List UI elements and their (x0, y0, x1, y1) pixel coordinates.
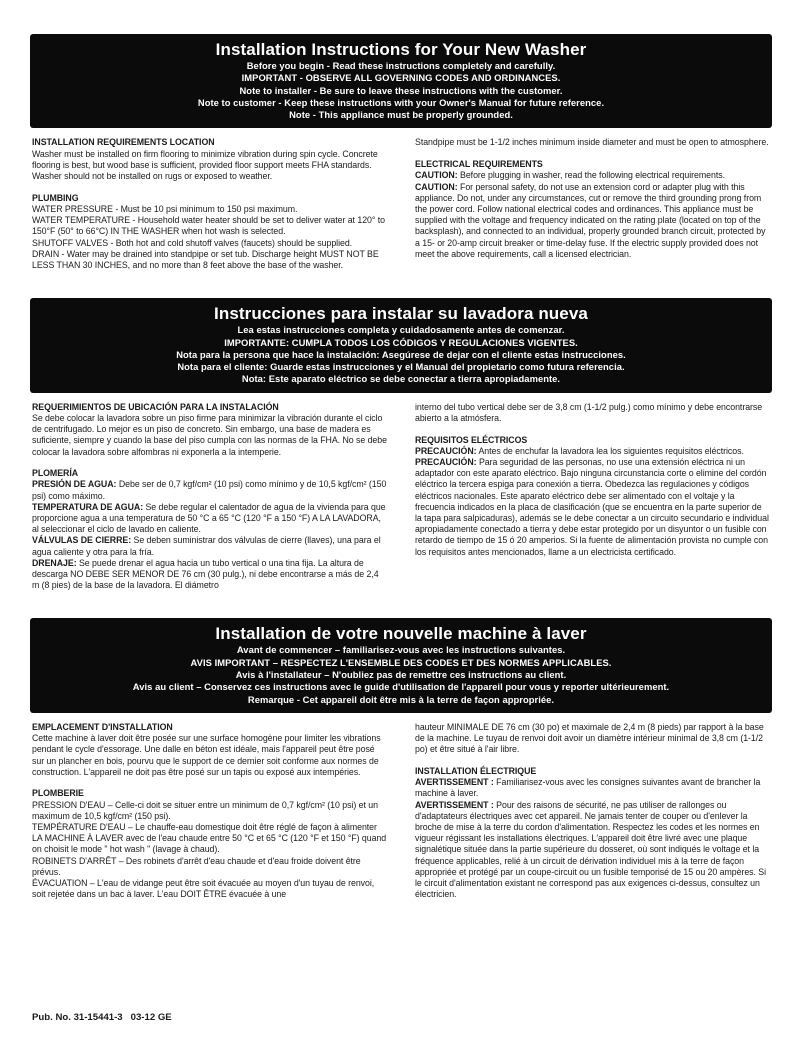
paragraph-lead: PRESIÓN DE AGUA: (32, 479, 117, 490)
paragraph-lead: CAUTION: (415, 181, 458, 192)
banner-title: Installation de votre nouvelle machine à laver (215, 624, 587, 644)
paragraph (415, 170, 770, 181)
paragraph: DRAIN - Water may be drained into standpipe or set tub. Discharge height MUST NOT BE LESS THAN 30 INCHES, and no more than 8 feet above the base of the washer. (32, 248, 379, 271)
paragraph-text: Se deben suministrar dos válvulas de cierre (llaves), una para el agua caliente y otra para la fría. (32, 535, 381, 557)
paragraph-lead: PRECAUCIÓN: (415, 445, 477, 456)
column-right (415, 402, 770, 592)
paragraph (32, 535, 387, 557)
paragraph-lead: TEMPERATURA DE AGUA: (32, 501, 144, 512)
banner-line: Lea estas instrucciones completa y cuidadosamente antes de comenzar. (237, 324, 565, 336)
block-heading: PLOMBERIE (32, 788, 84, 799)
banner-line: IMPORTANTE: CUMPLA TODOS LOS CÓDIGOS Y REGULACIONES VIGENTES. (224, 336, 578, 348)
banner-line: Before you begin - Read these instructions completely and carefully. (246, 60, 556, 71)
block-heading: INSTALLATION ÉLECTRIQUE (415, 766, 537, 777)
paragraph: ROBINETS D'ARRÊT – Des robinets d'arrêt d'eau chaude et d'eau froide doivent être prévus. (32, 855, 361, 877)
paragraph (415, 777, 770, 799)
block-heading: INSTALLATION REQUIREMENTS LOCATION (32, 137, 215, 148)
banner-lines (40, 324, 762, 385)
paragraph-lead: PRECAUCIÓN: (415, 457, 477, 468)
paragraph: Standpipe must be 1-1/2 inches minimum inside diameter and must be open to atmosphere. (415, 137, 769, 148)
columns-french (30, 713, 772, 914)
banner-line: Note to installer - Be sure to leave these instructions with the customer. (239, 84, 563, 96)
banner-lines (40, 644, 762, 705)
banner-line: Nota: Este aparato eléctrico se debe conectar a tierra apropiadamente. (241, 373, 561, 385)
paragraph: hauteur MINIMALE DE 76 cm (30 po) et maximale de 2,4 m (8 pieds) par rapport à la base de la machine. Le tuyau de renvoi doit avoir un diamètre intérieur minimal de 3,8 cm (1-1/2 po) et être situé à l'air libre. (415, 721, 764, 755)
paragraph-lead: AVERTISSEMENT : (415, 799, 494, 810)
banner-lines (40, 60, 762, 121)
columns-spanish (30, 393, 772, 605)
paragraph: ÉVACUATION – L'eau de vidange peut être soit évacuée au moyen d'un tuyau de renvoi, soit rejetée dans un bac à laver. L'eau DOIT ÊTRE évacuée à une (32, 878, 375, 900)
section-french (30, 618, 772, 913)
banner-spanish (30, 298, 772, 392)
banner-line: Remarque - Cet appareil doit être mis à la terre de façon appropriée. (247, 693, 555, 705)
paragraph: interno del tubo vertical debe ser de 3,8 cm (1-1/2 pulg.) como mínimo y debe encontrarse abierto a la atmósfera. (415, 401, 763, 423)
banner-french (30, 618, 772, 712)
paragraph: WATER PRESSURE - Must be 10 psi minimum to 150 psi maximum. (32, 204, 298, 214)
paragraph-text: Antes de enchufar la lavadora lea los siguientes requisitos eléctricos. (478, 445, 744, 456)
block-heading: ELECTRICAL REQUIREMENTS (415, 159, 543, 170)
column-left (32, 137, 387, 271)
paragraph (32, 502, 387, 536)
paragraph (415, 182, 770, 260)
paragraph-text: Debe ser de 0,7 kgf/cm² (10 psi) como mínimo y de 10,5 kgf/cm² (150 psi) como máximo. (32, 479, 387, 501)
block-heading: REQUERIMIENTOS DE UBICACIÓN PARA LA INSTALACIÓN (32, 401, 279, 412)
banner-title: Installation Instructions for Your New Washer (215, 40, 587, 59)
section-english (30, 34, 772, 284)
paragraph-text: Pour des raisons de sécurité, ne pas utiliser de rallonges ou d'adaptateurs électriques avec cet appareil. Ne jamais tenter de couper ou d'enlever la broche de mise à la terre du cordon d'alimentation. Respectez les codes et les normes en vigueur régissant les installations électriques. L'appareil doit être livré avec une plaque signalétique située dans la partie supérieure du dosseret, où sont indiqués le voltage et la fréquence applicables, relié à un circuit de dérivation individuel mis à la terre de façon appropriée et protégé par un coupe-circuit ou un fusible temporisé de 15 ou 20 ampères. Si le circuit d'alimentation existant ne correspond pas aux exigences ci-dessus, consultez un électricien. (415, 799, 767, 900)
paragraph: WATER TEMPERATURE - Household water heater should be set to deliver water at 120° to 150°F (50° to 66°C) IN THE WASHER when hot wash is selected. (32, 215, 385, 237)
paragraph-lead: CAUTION: (415, 170, 458, 181)
paragraph (32, 479, 387, 501)
banner-title: Instrucciones para instalar su lavadora nueva (214, 304, 588, 324)
pub-number: Pub. No. 31-15441-3 03-12 GE (32, 1012, 172, 1023)
banner-line: IMPORTANT - OBSERVE ALL GOVERNING CODES AND ORDINANCES. (241, 72, 561, 84)
paragraph-text: Para seguridad de las personas, no use una extensión eléctrica ni un adaptador con este aparato eléctrico. Bajo ninguna circunstancia corte o elimine del cordón eléctrico la tercera espiga para conexión a tierra. Obedezca las regulaciones y códigos eléctricos nacionales. Este aparato eléctrico debe ser alimentado con el voltaje y la frecuencia indicados en la placa de clasificación (que se encuentra en la parte superior de la tapa para salpicaduras), además se le debe conectar a un circuito secundario e individual apropiadamente conectado a tierra y debe estar protegido por un disyuntor o un fusible con retardo de tiempo de 15 ó 20 amperios. Si la fuente de alimentación provista no cumple con los requisitos antes mencionados, llame a un electricista certificado. (415, 457, 769, 557)
banner-line: Avis au client – Conservez ces instructions avec le guide d'utilisation de l'appareil pour vous y reporter ultérieurement. (132, 681, 670, 693)
section-spanish (30, 298, 772, 604)
paragraph-lead: VÁLVULAS DE CIERRE: (32, 535, 132, 546)
banner-line: AVIS IMPORTANT – RESPECTEZ L'ENSEMBLE DES CODES ET DES NORMES APPLICABLES. (190, 656, 612, 668)
columns-english (30, 128, 772, 284)
paragraph: Se debe colocar la lavadora sobre un piso firme para minimizar la vibración durante el ciclo de centrifugado. Lo mejor es un piso de concreto. Sin embargo, una base de madera es suficiente, siempre y cuando la base del piso cumpla con las normas de la FHA. No se debe colocar la lavadora sobre alfombras ni exponerla a la intemperie. (32, 412, 387, 457)
paragraph-text: Before plugging in washer, read the following electrical requirements. (460, 170, 725, 181)
block-heading: PLUMBING (32, 192, 79, 203)
block-heading: EMPLACEMENT D'INSTALLATION (32, 721, 173, 732)
paragraph-lead: AVERTISSEMENT : (415, 777, 494, 788)
banner-line: Note to customer - Keep these instructions with your Owner's Manual for future reference. (197, 96, 605, 108)
paragraph (415, 800, 770, 901)
banner-line: Note - This appliance must be properly grounded. (289, 109, 513, 121)
paragraph: PRESSION D'EAU – Celle-ci doit se situer entre un minimum de 0,7 kgf/cm² (10 psi) et un maximum de 10,5 kgf/cm² (150 psi). (32, 799, 378, 821)
banner-line: Avis à l'installateur – N'oubliez pas de remettre ces instructions au client. (235, 669, 567, 681)
column-right (415, 722, 770, 901)
paragraph: TEMPÉRATURE D'EAU – Le chauffe-eau domestique doit être réglé de façon à alimenter LA MACHINE À LAVER avec de l'eau chaude entre 50 °C et 65 °C (120 °F et 150 °F) quand on choisit le mode " hot wash " (lavage à chaud). (32, 822, 387, 855)
paragraph-text: Se debe regular el calentador de agua de la vivienda para que proporcione agua a una temperatura de 50 °C a 65 °C (120 °F a 150 °F) A LA LAVADORA, al seleccionar el ciclo de lavado en caliente. (32, 501, 386, 535)
column-left (32, 722, 387, 901)
block-heading: PLOMERÍA (32, 468, 79, 479)
banner-line: Avant de commencer – familiarisez-vous avec les instructions suivantes. (236, 644, 566, 656)
paragraph: SHUTOFF VALVES - Both hot and cold shutoff valves (faucets) should be supplied. (32, 237, 353, 248)
banner-line: Nota para la persona que hace la instalación: Asegúrese de dejar con el cliente estas instrucciones. (176, 348, 626, 360)
paragraph (415, 457, 770, 558)
banner-english (30, 34, 772, 128)
block-heading: REQUISITOS ELÉCTRICOS (415, 434, 528, 445)
column-left (32, 402, 387, 592)
paragraph (32, 558, 387, 592)
paragraph: Cette machine à laver doit être posée sur une surface homogène pour limiter les vibrations pendant le cycle d'essorage. Une dalle en béton est idéale, mais l'appareil peut être posé sur un plancher en bois, pourvu que le support de ce dernier soit conforme aux normes de construction. L'appareil ne doit pas être posé sur un tapis ou exposé aux intempéries. (32, 733, 381, 777)
paragraph-text: Familiarisez-vous avec les consignes suivantes avant de brancher la machine à laver. (415, 777, 761, 799)
paragraph-lead: DRENAJE: (32, 557, 77, 568)
paragraph-text: For personal safety, do not use an extension cord or adapter plug with this appliance. Do not, under any circumstances, cut or remove the third grounding prong from the power cord. Follow national electrical codes and ordinances. This appliance must be supplied with the voltage and frequency indicated on the rating plate (located on top of the backsplash), and connected to an individual, properly grounded branch circuit, protected by a 15- or 20-amp circuit breaker or time-delay fuse. If the electric supply provided does not meet the above requirements, call a licensed electrician. (415, 181, 766, 259)
paragraph-text: Se puede drenar el agua hacia un tubo vertical o una tina fija. La altura de descarga NO DEBE SER MENOR DE 76 cm (30 pulg.), ni debe encontrarse a más de 2,4 m (8 pies) de la base de la lavadora. El diámetro (32, 557, 379, 591)
banner-line: Nota para el cliente: Guarde estas instrucciones y el Manual del propietario como futura referencia. (177, 361, 625, 373)
column-right (415, 137, 770, 271)
paragraph: Washer must be installed on firm flooring to minimize vibration during spin cycle. Concrete flooring is best, but wood base is sufficient, provided floor support meets FHA standards. Washer should not be installed on rugs or exposed to weather. (32, 148, 378, 182)
paragraph (415, 446, 770, 457)
